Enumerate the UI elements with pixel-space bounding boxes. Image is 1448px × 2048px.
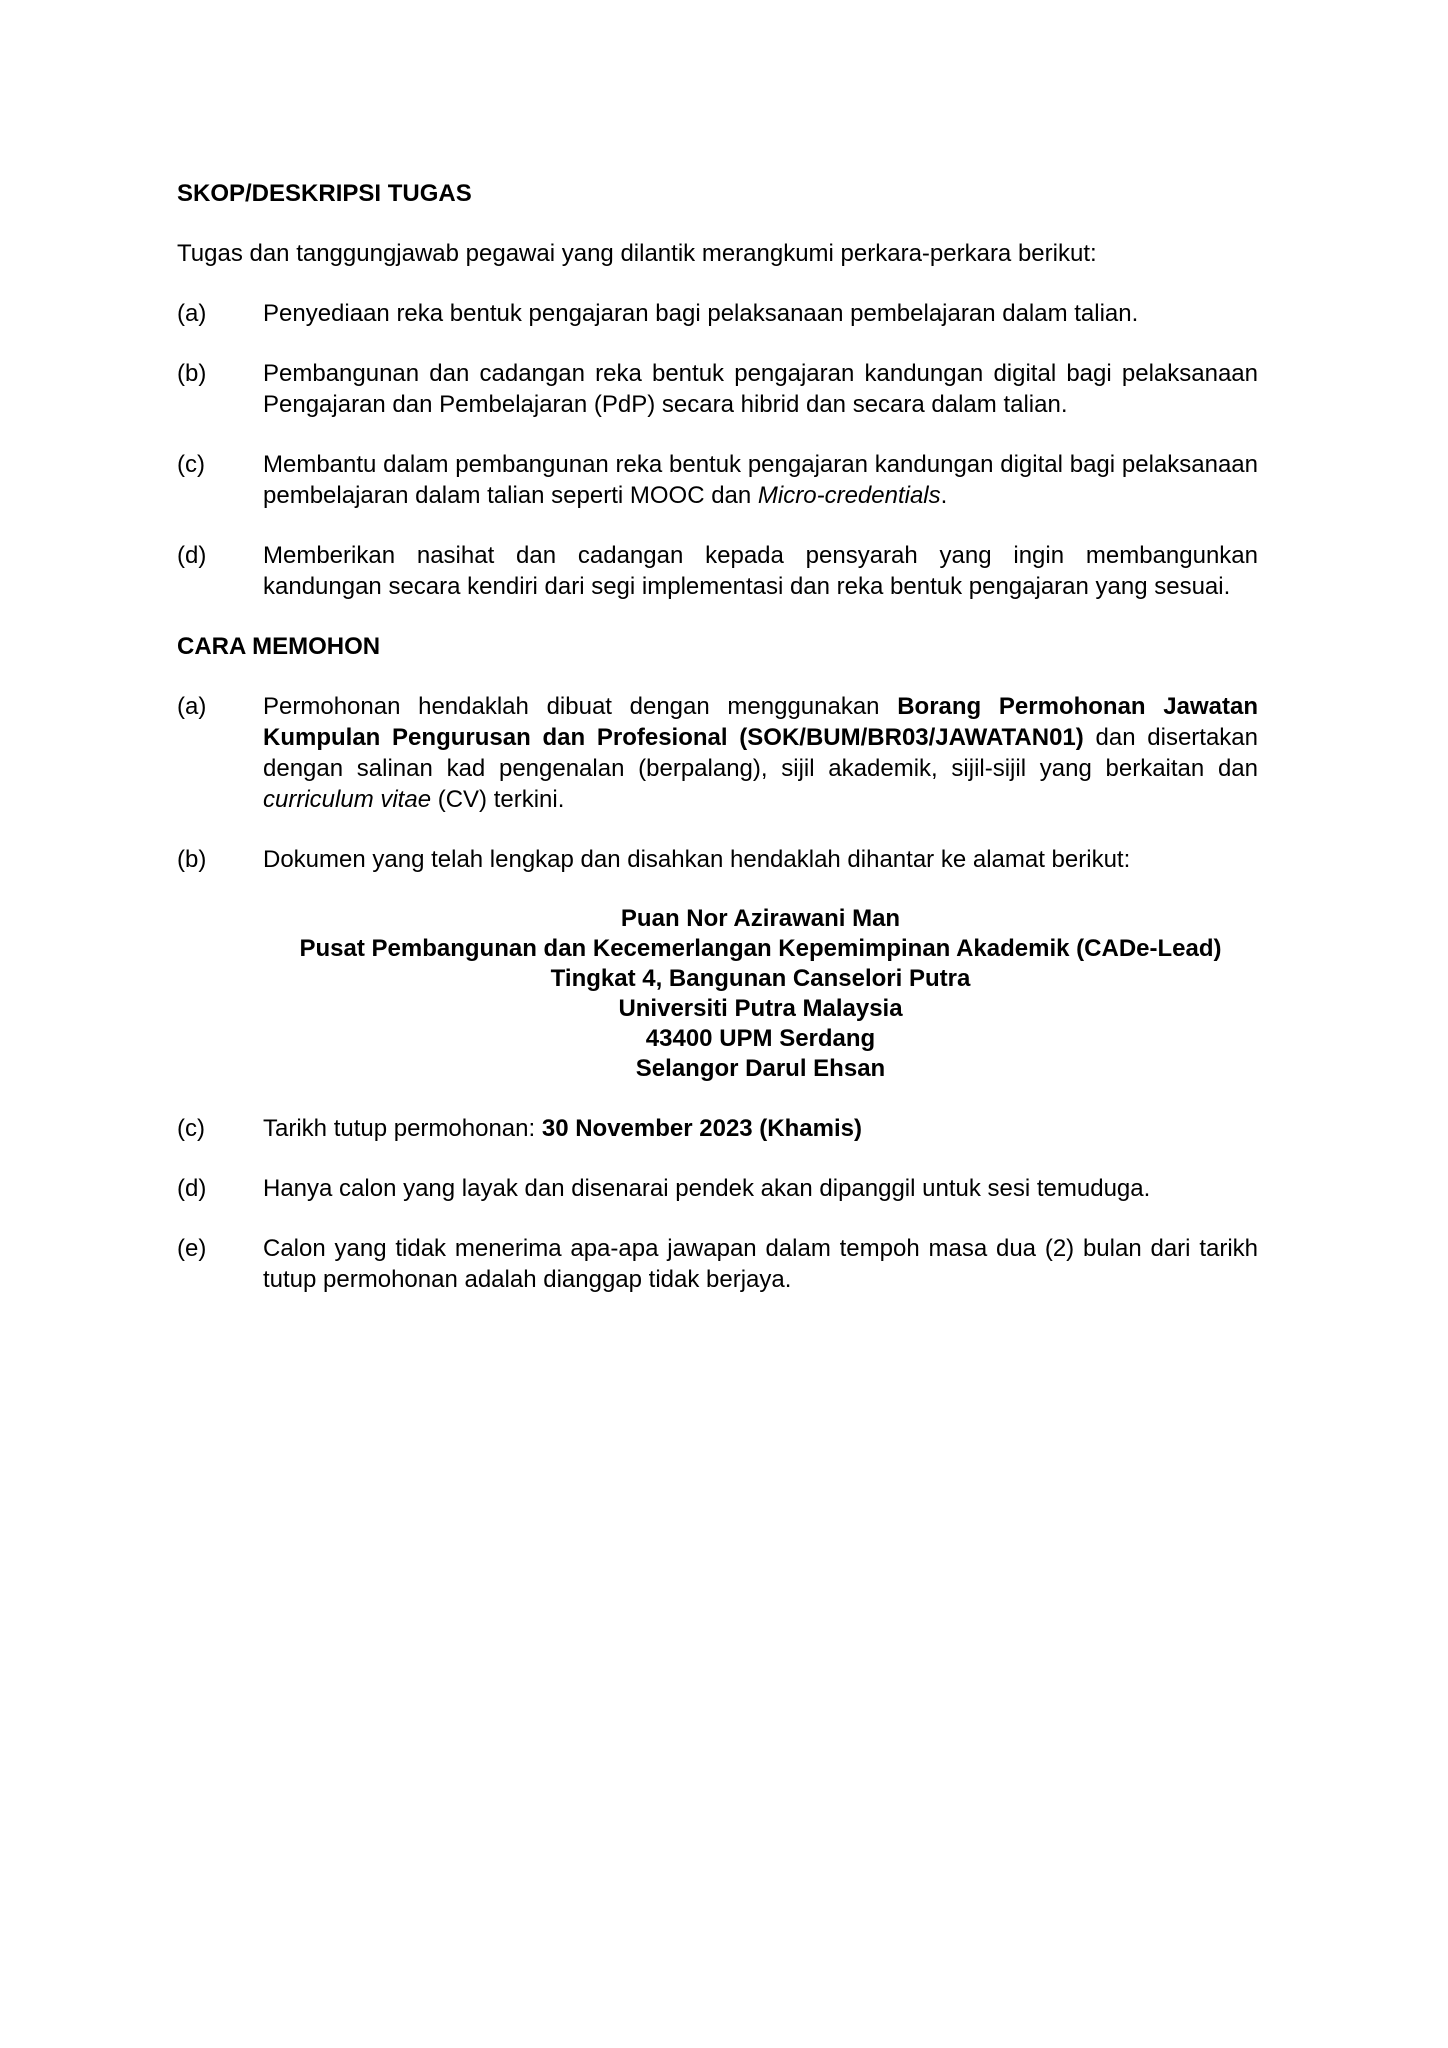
skop-list-item-d [177, 540, 1258, 602]
list-item-text: Dokumen yang telah lengkap dan disahkan hendaklah dihantar ke alamat berikut: [263, 846, 1131, 873]
section-heading-skop: SKOP/DESKRIPSI TUGAS [177, 180, 472, 207]
cara-list-item-a [177, 691, 1258, 815]
cara-list-item-e [177, 1233, 1258, 1295]
address-line-university: Universiti Putra Malaysia [618, 995, 903, 1022]
section-heading-cara-memohon: CARA MEMOHON [177, 633, 381, 660]
mailing-address-block [263, 904, 1258, 1084]
list-item-text: Tarikh tutup permohonan: 30 November 2023 (Khamis) [263, 1115, 862, 1142]
list-item-text: Pembangunan dan cadangan reka bentuk pengajaran kandungan digital bagi pelaksanaan Pengajaran dan Pembelajaran (PdP) secara hibrid dan secara dalam talian. [263, 360, 1258, 418]
list-item-label: (b) [177, 360, 207, 387]
list-item-label: (b) [177, 846, 207, 873]
list-item-text: Hanya calon yang layak dan disenarai pendek akan dipanggil untuk sesi temuduga. [263, 1175, 1151, 1202]
list-item-label: (a) [177, 300, 207, 327]
address-line-department: Pusat Pembangunan dan Kecemerlangan Kepemimpinan Akademik (CADe-Lead) [299, 935, 1222, 962]
list-item-label: (a) [177, 693, 207, 720]
list-item-text: Membantu dalam pembangunan reka bentuk pengajaran kandungan digital bagi pelaksanaan pembelajaran dalam talian seperti MOOC dan Micro-credentials. [263, 451, 1258, 509]
cara-list-item-d [177, 1173, 1258, 1204]
address-line-postcode: 43400 UPM Serdang [645, 1025, 876, 1052]
skop-list-item-b [177, 358, 1258, 420]
address-line-recipient: Puan Nor Azirawani Man [620, 905, 901, 932]
address-line-state: Selangor Darul Ehsan [635, 1055, 886, 1082]
list-item-label: (d) [177, 542, 207, 569]
list-item-label: (d) [177, 1175, 207, 1202]
list-item-text: Calon yang tidak menerima apa-apa jawapan dalam tempoh masa dua (2) bulan dari tarikh tutup permohonan adalah dianggap tidak berjaya. [263, 1235, 1258, 1293]
list-item-label: (e) [177, 1235, 207, 1262]
skop-list-item-c [177, 449, 1258, 511]
list-item-label: (c) [177, 451, 205, 478]
list-item-text: Memberikan nasihat dan cadangan kepada pensyarah yang ingin membangunkan kandungan secara kendiri dari segi implementasi dan reka bentuk pengajaran yang sesuai. [263, 542, 1258, 600]
list-item-text: Penyediaan reka bentuk pengajaran bagi pelaksanaan pembelajaran dalam talian. [263, 300, 1139, 327]
document-content [177, 178, 1258, 1295]
list-item-text: Permohonan hendaklah dibuat dengan menggunakan Borang Permohonan Jawatan Kumpulan Pengurusan dan Profesional (SOK/BUM/BR03/JAWATAN01) dan disertakan dengan salinan kad pengenalan (berpalang), sijil akademik, sijil-sijil yang berkaitan dan curriculum vitae (CV) terkini. [263, 693, 1259, 813]
list-item-label: (c) [177, 1115, 205, 1142]
address-line-building: Tingkat 4, Bangunan Canselori Putra [550, 965, 971, 992]
skop-intro-paragraph: Tugas dan tanggungjawab pegawai yang dilantik merangkumi perkara-perkara berikut: [177, 240, 1097, 267]
cara-list-item-c [177, 1113, 1258, 1144]
cara-list-item-b [177, 844, 1258, 875]
skop-list-item-a [177, 298, 1258, 329]
